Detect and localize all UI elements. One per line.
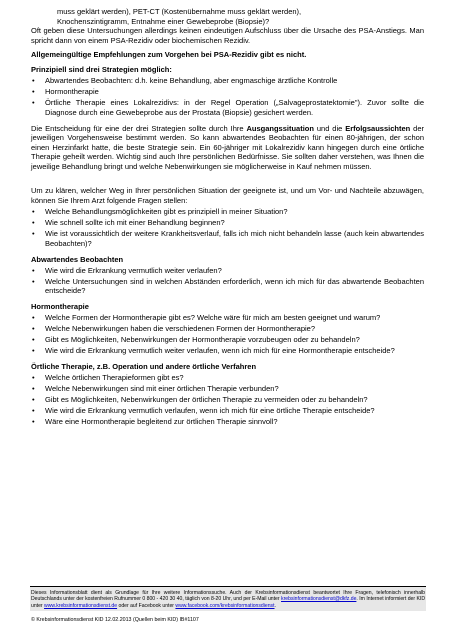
bullet-icon: • <box>32 416 35 426</box>
facebook-link[interactable]: www.facebook.com/krebsinformationsdienst <box>175 602 275 609</box>
continuation-line-1: muss geklärt werden), PET-CT (Kostenübernahme muss geklärt werden), <box>57 7 302 16</box>
bullet-icon: • <box>32 75 35 85</box>
local-questions-list <box>31 373 424 427</box>
list-item: • Gibt es Möglichkeiten, Nebenwirkungen der örtlichen Therapie zu vermeiden oder zu behandeln? <box>32 395 368 405</box>
strategies-heading: Prinzipiell sind drei Strategien möglich: <box>31 64 172 74</box>
bullet-icon: • <box>32 373 35 383</box>
list-item: • Welche örtlichen Therapieformen gibt es? <box>32 373 184 383</box>
bullet-icon: • <box>32 207 35 217</box>
list-item: • Welche Nebenwirkungen haben die verschiedenen Formen der Hormontherapie? <box>32 324 316 334</box>
bullet-icon: • <box>32 97 35 107</box>
list-item: • Welche Nebenwirkungen sind mit einer örtlichen Therapie verbunden? <box>32 384 279 394</box>
watch-questions-list <box>31 266 424 296</box>
list-item: • Wie ist voraussichtlich der weitere Krankheitsverlauf, falls ich mich nicht behandeln lasse (auch kein abwartendes Beobachten)? <box>32 229 424 248</box>
bullet-icon: • <box>32 384 35 394</box>
info-footer: Dieses Informationsblatt dient als Grundlage für Ihre weitere Informationssuche. Auch der Krebsinformationsdienst beantwortet Ihre Fragen, telefonisch innerhalb Deutschlands unter der kostenfreien Rufnummer 0 800 - 420 30 40, täglich von 8-20 Uhr, und per E-Mail unter krebsinformationsdienst@dkfz.de. Im Internet informiert der KID unter www.krebsinformationsdienst.de oder auf Facebook unter www.facebook.com/krebsinformationsdienst. <box>30 586 426 611</box>
hormone-questions-list <box>31 313 424 356</box>
bullet-icon: • <box>32 276 35 286</box>
decision-paragraph: Die Entscheidung für eine der drei Strategien sollte durch Ihre Ausgangssituation und die Erfolgsaussichten der jeweiligen Vorgehensweise bestimmt werden. So kann abwartendes Beobachten für einen 80-jährigen, der schon einen Herzinfarkt hatte, die beste Strategie sein. Ein 60-jähriger mit Lokalrezidiv kann hingegen durch eine örtliche Therapie geheilt werden. Wichtig sind auch Ihre persönlichen Bedürfnisse. Sie sollten daher verstehen, was Ihnen die jeweilige Behandlung bringt und welche Nebenwirkungen sie möglicherweise in Kauf nehmen müssen. <box>31 123 424 171</box>
list-item: • Örtliche Therapie eines Lokalrezidivs: in der Regel Operation („Salvageprostatektomie"). Zuvor sollte die Diagnose durch eine Gewebeprobe aus der Prostata (Biopsie) gesichert werden. <box>32 97 424 117</box>
section-heading-local: Örtliche Therapie, z.B. Operation und andere örtliche Verfahren <box>31 362 257 372</box>
list-item: • Wie wird die Erkrankung vermutlich weiter verlaufen? <box>32 265 222 275</box>
bullet-icon: • <box>32 313 35 323</box>
copyright-notice: © Krebsinformationsdienst KID 12.02.2013 (Quellen beim KID) IB#1107 <box>31 617 199 623</box>
bullet-icon: • <box>32 86 35 96</box>
list-item: • Wie wird die Erkrankung vermutlich weiter verlaufen, wenn ich mich für eine Hormontherapie entscheide? <box>32 346 395 356</box>
bullet-icon: • <box>32 335 35 345</box>
list-item: • Wie wird die Erkrankung vermutlich verlaufen, wenn ich mich für eine örtliche Therapie entscheide? <box>32 406 375 415</box>
list-item: • Welche Formen der Hormontherapie gibt es? Welche wäre für mich am besten geeignet und warum? <box>32 313 381 323</box>
bullet-icon: • <box>32 218 35 228</box>
continuation-line-2: Knochenszintigramm, Entnahme einer Gewebeprobe (Biopsie)? <box>57 16 270 26</box>
general-questions-list <box>31 207 424 248</box>
bullet-icon: • <box>32 346 35 356</box>
list-item: • Welche Untersuchungen sind in welchen Abständen erforderlich, wenn ich mich für das abwartende Beobachten entscheide? <box>32 276 424 296</box>
bullet-icon: • <box>32 324 35 334</box>
list-item: • Abwartendes Beobachten: d.h. keine Behandlung, aber engmaschige ärztliche Kontrolle <box>32 75 338 85</box>
section-heading-hormone: Hormontherapie <box>31 302 89 312</box>
list-item: • Wie schnell sollte ich mit einer Behandlung beginnen? <box>32 218 225 228</box>
section-heading-watch: Abwartendes Beobachten <box>31 254 124 264</box>
bullet-icon: • <box>32 265 35 275</box>
bullet-icon: • <box>32 395 35 405</box>
list-item: • Hormontherapie <box>32 86 99 96</box>
bullet-icon: • <box>32 229 35 239</box>
list-item: • Welche Behandlungsmöglichkeiten gibt es prinzipiell in meiner Situation? <box>32 207 288 217</box>
bullet-icon: • <box>32 406 35 415</box>
recommendation-heading: Allgemeingültige Empfehlungen zum Vorgehen bei PSA-Rezidiv gibt es nicht. <box>31 50 307 60</box>
list-item: • Gibt es Möglichkeiten, Nebenwirkungen der Hormontherapie vorzubeugen oder zu behandeln? <box>32 335 360 345</box>
website-link[interactable]: www.krebsinformationsdienst.de <box>44 602 118 609</box>
list-item: • Wäre eine Hormontherapie begleitend zur örtlichen Therapie sinnvoll? <box>32 416 278 426</box>
intro-paragraph: Oft geben diese Untersuchungen allerdings keinen eindeutigen Aufschluss über die Ursache des PSA-Anstiegs. Man spricht dann von einem PSA-Rezidiv oder biochemischen Rezidiv. <box>31 26 424 45</box>
questions-intro: Um zu klären, welcher Weg in Ihrer persönlichen Situation der geeignete ist, und um Vor- und Nachteile abzuwägen, können Sie Ihrem Arzt folgende Fragen stellen: <box>31 186 424 206</box>
strategies-list <box>31 76 424 117</box>
document-page <box>31 7 424 428</box>
email-link[interactable]: krebsinformationsdienst@dkfz.de <box>281 596 357 603</box>
